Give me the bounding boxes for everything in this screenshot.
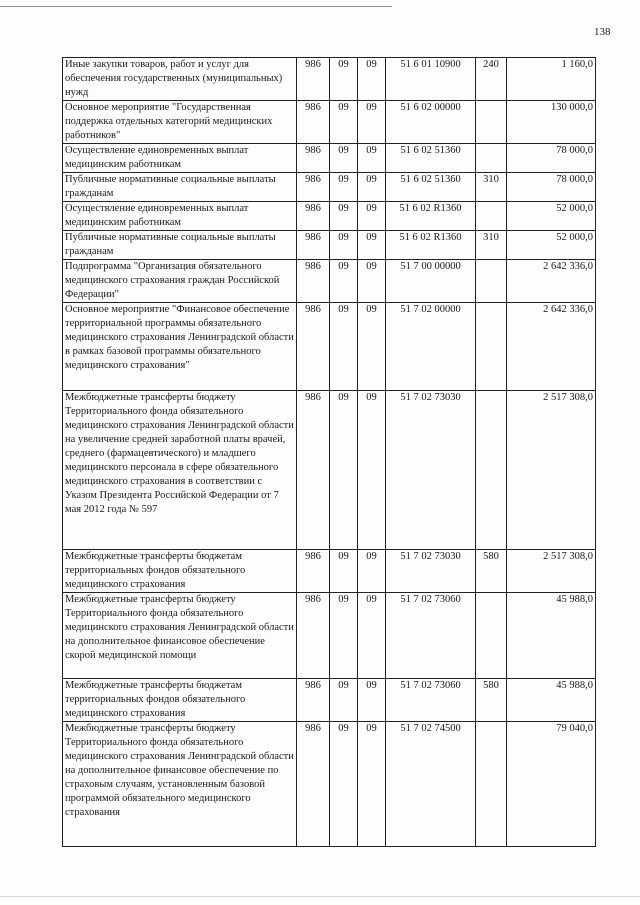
- section-code: 09: [330, 173, 358, 202]
- budget-table-body: [63, 58, 596, 847]
- section-code: 09: [330, 550, 358, 593]
- target-article-code: 51 6 02 R1360: [386, 231, 476, 260]
- ministry-code: 986: [297, 722, 330, 847]
- ministry-code: 986: [297, 391, 330, 550]
- target-article-code: 51 6 02 51360: [386, 173, 476, 202]
- section-code: 09: [330, 391, 358, 550]
- table-row: [63, 391, 596, 550]
- table-row: [63, 202, 596, 231]
- amount-value: 2 517 308,0: [507, 550, 596, 593]
- expense-type-code: [476, 202, 507, 231]
- row-description: Межбюджетные трансферты бюджету Территориального фонда обязательного медицинского страхования Ленинградской области на увеличение средней заработной платы врачей, среднего (фармацевтического) и младшего медицинского персонала в сфере обязательного медицинского страхования в соответствии с Указом Президента Российской Федерации от 7 мая 2012 года № 597: [63, 391, 297, 550]
- ministry-code: 986: [297, 231, 330, 260]
- section-code: 09: [330, 260, 358, 303]
- row-description: Осуществление единовременных выплат медицинским работникам: [63, 144, 297, 173]
- subsection-code: 09: [358, 679, 386, 722]
- row-description: Основное мероприятие "Государственная поддержка отдельных категорий медицинских работников": [63, 101, 297, 144]
- section-code: 09: [330, 679, 358, 722]
- expense-type-code: 310: [476, 173, 507, 202]
- target-article-code: 51 6 02 00000: [386, 101, 476, 144]
- expense-type-code: 580: [476, 550, 507, 593]
- section-code: 09: [330, 231, 358, 260]
- table-row: [63, 593, 596, 679]
- ministry-code: 986: [297, 550, 330, 593]
- amount-value: 2 517 308,0: [507, 391, 596, 550]
- amount-value: 79 040,0: [507, 722, 596, 847]
- table-row: [63, 231, 596, 260]
- section-code: 09: [330, 101, 358, 144]
- row-description: Межбюджетные трансферты бюджетам территориальных фондов обязательного медицинского страхования: [63, 550, 297, 593]
- ministry-code: 986: [297, 101, 330, 144]
- subsection-code: 09: [358, 202, 386, 231]
- target-article-code: 51 7 02 73030: [386, 391, 476, 550]
- row-description: Иные закупки товаров, работ и услуг для обеспечения государственных (муниципальных) нужд: [63, 58, 297, 101]
- target-article-code: 51 7 02 74500: [386, 722, 476, 847]
- section-code: 09: [330, 303, 358, 391]
- ministry-code: 986: [297, 593, 330, 679]
- row-description: Осуществление единовременных выплат медицинским работникам: [63, 202, 297, 231]
- section-code: 09: [330, 58, 358, 101]
- section-code: 09: [330, 593, 358, 679]
- target-article-code: 51 6 01 10900: [386, 58, 476, 101]
- amount-value: 45 988,0: [507, 679, 596, 722]
- section-code: 09: [330, 202, 358, 231]
- expense-type-code: [476, 593, 507, 679]
- subsection-code: 09: [358, 722, 386, 847]
- amount-value: 52 000,0: [507, 202, 596, 231]
- expense-type-code: [476, 303, 507, 391]
- amount-value: 78 000,0: [507, 173, 596, 202]
- target-article-code: 51 7 00 00000: [386, 260, 476, 303]
- table-row: [63, 101, 596, 144]
- amount-value: 52 000,0: [507, 231, 596, 260]
- subsection-code: 09: [358, 550, 386, 593]
- ministry-code: 986: [297, 260, 330, 303]
- row-description: Межбюджетные трансферты бюджетам территориальных фондов обязательного медицинского страхования: [63, 679, 297, 722]
- subsection-code: 09: [358, 260, 386, 303]
- table-row: [63, 58, 596, 101]
- target-article-code: 51 7 02 00000: [386, 303, 476, 391]
- amount-value: 2 642 336,0: [507, 260, 596, 303]
- section-code: 09: [330, 144, 358, 173]
- scan-bottom-edge-line: [0, 896, 640, 897]
- target-article-code: 51 7 02 73030: [386, 550, 476, 593]
- budget-table: [62, 57, 596, 847]
- expense-type-code: [476, 101, 507, 144]
- ministry-code: 986: [297, 202, 330, 231]
- ministry-code: 986: [297, 303, 330, 391]
- subsection-code: 09: [358, 303, 386, 391]
- subsection-code: 09: [358, 101, 386, 144]
- table-row: [63, 550, 596, 593]
- subsection-code: 09: [358, 391, 386, 550]
- page-number: 138: [594, 26, 611, 38]
- target-article-code: 51 6 02 51360: [386, 144, 476, 173]
- table-row: [63, 173, 596, 202]
- target-article-code: 51 6 02 R1360: [386, 202, 476, 231]
- subsection-code: 09: [358, 58, 386, 101]
- target-article-code: 51 7 02 73060: [386, 679, 476, 722]
- expense-type-code: 580: [476, 679, 507, 722]
- table-row: [63, 722, 596, 847]
- ministry-code: 986: [297, 144, 330, 173]
- subsection-code: 09: [358, 144, 386, 173]
- amount-value: 2 642 336,0: [507, 303, 596, 391]
- expense-type-code: [476, 144, 507, 173]
- row-description: Подпрограмма "Организация обязательного медицинского страхования граждан Российской Федерации": [63, 260, 297, 303]
- subsection-code: 09: [358, 231, 386, 260]
- ministry-code: 986: [297, 173, 330, 202]
- row-description: Публичные нормативные социальные выплаты гражданам: [63, 231, 297, 260]
- ministry-code: 986: [297, 58, 330, 101]
- row-description: Основное мероприятие "Финансовое обеспечение территориальной программы обязательного медицинского страхования Ленинградской области в рамках базовой программы обязательного медицинского страхования": [63, 303, 297, 391]
- row-description: Публичные нормативные социальные выплаты гражданам: [63, 173, 297, 202]
- amount-value: 1 160,0: [507, 58, 596, 101]
- amount-value: 45 988,0: [507, 593, 596, 679]
- table-row: [63, 679, 596, 722]
- table-row: [63, 303, 596, 391]
- expense-type-code: [476, 722, 507, 847]
- ministry-code: 986: [297, 679, 330, 722]
- row-description: Межбюджетные трансферты бюджету Территориального фонда обязательного медицинского страхования Ленинградской области на дополнительное финансовое обеспечение по страховым случаям, установленным базовой программой обязательного медицинского страхования: [63, 722, 297, 847]
- table-row: [63, 144, 596, 173]
- expense-type-code: [476, 391, 507, 550]
- row-description: Межбюджетные трансферты бюджету Территориального фонда обязательного медицинского страхования Ленинградской области на дополнительное финансовое обеспечение скорой медицинской помощи: [63, 593, 297, 679]
- expense-type-code: 240: [476, 58, 507, 101]
- scan-top-edge-line: [0, 6, 392, 7]
- section-code: 09: [330, 722, 358, 847]
- subsection-code: 09: [358, 173, 386, 202]
- amount-value: 130 000,0: [507, 101, 596, 144]
- target-article-code: 51 7 02 73060: [386, 593, 476, 679]
- expense-type-code: 310: [476, 231, 507, 260]
- table-row: [63, 260, 596, 303]
- amount-value: 78 000,0: [507, 144, 596, 173]
- expense-type-code: [476, 260, 507, 303]
- subsection-code: 09: [358, 593, 386, 679]
